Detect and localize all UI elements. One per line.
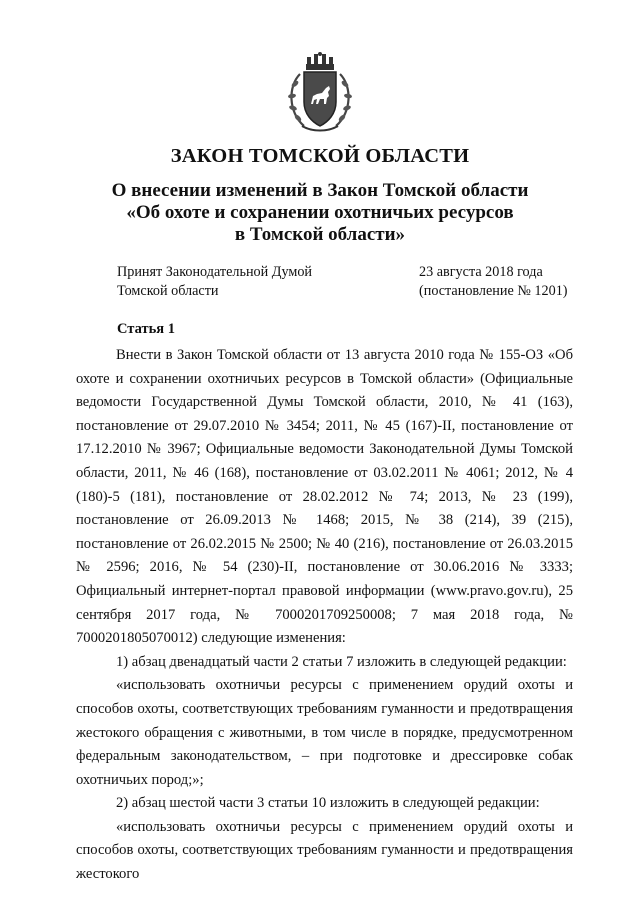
adoption-date-line: 23 августа 2018 года — [419, 264, 543, 280]
subtitle-line: «Об охоте и сохранении охотничьих ресурсов — [126, 202, 514, 223]
adopted-by — [117, 263, 312, 301]
adoption-date — [419, 263, 568, 301]
tomsk-coat-of-arms-icon — [286, 52, 354, 136]
adopted-by-line: Принят Законодательной Думой — [117, 264, 313, 280]
article-paragraph: «использовать охотничьи ресурсы с применением орудий охоты и способов охоты, соответствующих требованиям гуманности и предотвращения жестокого обращения с животными, в том числе в порядке, предусмотренном федеральным законодательством, – при подготовке и дрессировке собак охотничьих пород;»; — [76, 677, 573, 788]
article-paragraph: «использовать охотничьи ресурсы с применением орудий охоты и способов охоты, соответствующих требованиям гуманности и предотвращения жестокого — [76, 818, 573, 883]
article-paragraph: 1) абзац двенадцатый части 2 статьи 7 изложить в следующей редакции: — [116, 653, 567, 670]
article-body — [76, 344, 573, 887]
article-paragraph: 2) абзац шестой части 3 статьи 10 изложить в следующей редакции: — [116, 795, 540, 812]
resolution-number: (постановление № 1201) — [419, 283, 568, 299]
subtitle-line: О внесении изменений в Закон Томской области — [111, 180, 529, 201]
law-title: ЗАКОН ТОМСКОЙ ОБЛАСТИ — [170, 145, 470, 167]
article-heading: Статья 1 — [117, 321, 175, 337]
adopted-by-line: Томской области — [117, 283, 219, 299]
subtitle-line: в Томской области» — [234, 224, 406, 245]
article-paragraph: Внести в Закон Томской области от 13 августа 2010 года № 155-ОЗ «Об охоте и сохранении охотничьих ресурсов в Томской области» (Официальные ведомости Государственной Думы Томской области, 2010, № 41 (163), постановление от 29.07.2010 № 3454; 2011, № 45 (167)-II, постановление от 17.12.2010 № 3967; Официальные ведомости Законодательной Думы Томской области, 2011, № 46 (168), постановление от 03.02.2011 № 4061; 2012, № 4 (180)-5 (181), постановление от 28.02.2012 № 74; 2013, № 23 (199), постановление от 26.09.2013 № 1468; 2015, № 38 (214), 39 (215), постановление от 26.02.2015 № 2500; № 40 (216), постановление от 26.03.2015 № 2596; 2016, № 54 (230)-II, постановление от 30.06.2016 № 3333; Официальный интернет-портал правовой информации (www.pravo.gov.ru), 25 сентября 2017 года, № 7000201709250008; 7 мая 2018 года, № 7000201805070012) следующие изменения: — [76, 347, 573, 647]
law-subtitle — [60, 180, 580, 246]
